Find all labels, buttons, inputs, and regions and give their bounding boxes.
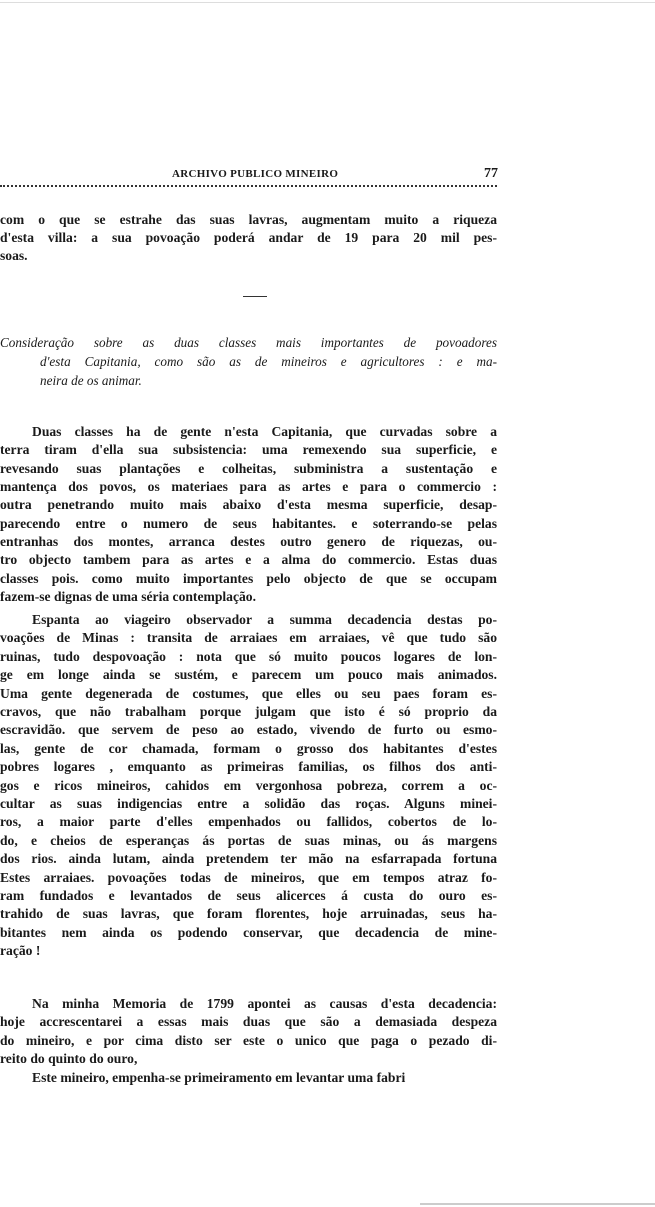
text-line: d'esta Capitania, como são as de mineiros e agricultores : e ma- (40, 354, 497, 369)
journal-title: ARCHIVO PUBLICO MINEIRO (172, 168, 339, 180)
text-line: Este mineiro, empenha-se primeiramento em levantar uma fabri (32, 1070, 406, 1085)
running-head (0, 168, 497, 184)
text-line: do mineiro, e por cima disto ser este o unico que paga o pezado di- (0, 1032, 497, 1048)
text-line: revesando suas plantações e colheitas, subministra a sustentação e (0, 460, 497, 476)
text-line: ram fundados e levantados de seus alicerces á custa do ouro es- (0, 888, 497, 903)
text-line: Uma gente degenerada de costumes, que elles ou seu paes foram es- (0, 685, 497, 701)
text-line: las, gente de cor chamada, formam o grosso dos habitantes d'estes (0, 740, 497, 756)
text-line: ge em longe ainda se sustém, e parecem um pouco mais animados. (0, 667, 497, 683)
text-line: com o que se estrahe das suas lavras, augmentam muito a riqueza (0, 212, 497, 227)
text-line: bitantes nem ainda os podendo conservar, que decadencia de mine- (0, 924, 497, 940)
text-line: Consideração sobre as duas classes mais importantes de povoadores (0, 335, 497, 350)
header-rule (0, 185, 497, 187)
text-line: do, e cheios de esperanças ás portas de suas minas, ou ás margens (0, 832, 497, 848)
text-line: entranhas dos montes, arranca destes outro genero de riquezas, ou- (0, 534, 497, 550)
text-line: pobres logares , emquanto as primeiras familias, os filhos dos anti- (0, 759, 497, 775)
text-line: Espanta ao viageiro observador a summa decadencia destas po- (32, 612, 497, 627)
text-line: classes pois. como muito importantes pelo objecto de que se occupam (0, 570, 497, 586)
text-line: ros, a maior parte d'elles empenhados ou fallidos, cobertos de lo- (0, 814, 497, 830)
text-line: hoje accrescentarei a essas mais duas que são a demasiada despeza (0, 1014, 497, 1030)
text-line: ruinas, tudo despovoação : nota que só muito poucos logares de lon- (0, 648, 497, 664)
text-line: dos rios. ainda lutam, ainda pretendem ter mão na esfarrapada fortuna (0, 851, 497, 867)
text-line: parecendo entre o numero de seus habitantes. e soterrando-se pelas (0, 515, 497, 531)
text-line: neira de os animar. (40, 373, 142, 388)
section-separator (243, 296, 267, 297)
text-line: trahido de suas lavras, que foram florentes, hoje arruinadas, seus ha- (0, 906, 497, 922)
scan-edge (0, 2, 655, 3)
text-line: Na minha Memoria de 1799 apontei as causas d'esta decadencia: (32, 996, 497, 1011)
scan-edge (420, 1203, 655, 1205)
text-line: ração ! (0, 943, 41, 959)
text-line: cultar as suas indigencias entre a solidão das roças. Alguns minei- (0, 796, 497, 811)
text-line: terra tiram d'ella sua subsistencia: uma remexendo sua superficie, e (0, 442, 497, 458)
text-line: d'esta villa: a sua povoação poderá andar de 19 para 20 mil pes- (0, 230, 497, 246)
text-line: cravos, que não trabalham porque julgam que isto é só proprio da (0, 704, 497, 719)
text-line: gos e ricos mineiros, cahidos em vergonhosa pobreza, correm a oc- (0, 777, 497, 793)
text-line: Duas classes ha de gente n'esta Capitania, que curvadas sobre a (32, 424, 497, 439)
text-line: tro objecto tambem para as artes e a alma do commercio. Estas duas (0, 552, 497, 568)
text-line: fazem-se dignas de uma séria contemplação. (0, 589, 256, 605)
page-number: 77 (484, 166, 498, 181)
text-line: escravidão. que servem de peso ao estado, vivendo de furto ou esmo- (0, 722, 497, 738)
text-line: reito do quinto do ouro, (0, 1051, 138, 1067)
text-line: soas. (0, 248, 28, 264)
text-line: mantença dos povos, os materiaes para as artes e para o commercio : (0, 479, 497, 495)
text-line: voações de Minas : transita de arraiaes em arraiaes, vê que tudo são (0, 630, 497, 646)
text-line: Estes arraiaes. povoações todas de mineiros, que em tempos atraz fo- (0, 869, 497, 885)
text-line: outra penetrando muito mais abaixo d'esta mesma superficie, desap- (0, 497, 497, 513)
